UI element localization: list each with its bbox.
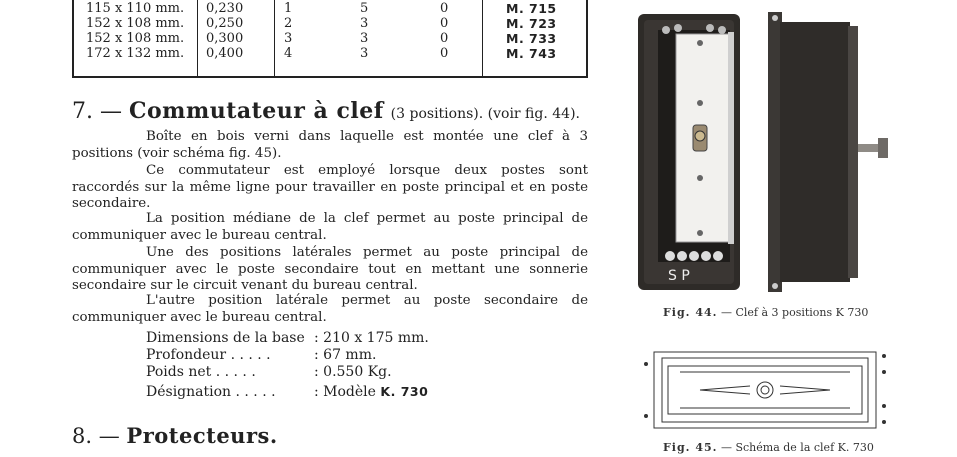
paragraph: Boîte en bois verni dans laquelle est montée une clef à 3 positions (voir schéma fig. 45). — [72, 129, 588, 161]
spec-dimensions: Dimensions de la base : 210 x 175 mm. — [146, 330, 429, 346]
section-8-heading: 8. — Protecteurs. — [72, 423, 278, 448]
table-row: 115 x 110 mm. 0,230 1 5 0 M. 715 — [86, 1, 557, 16]
svg-text:S P: S P — [668, 268, 690, 284]
table-row: 152 x 108 mm. 0,300 3 3 0 M. 733 — [86, 31, 557, 46]
specs-table — [72, 0, 588, 78]
fig-44-caption: Fig. 44. — Clef à 3 positions K 730 — [663, 306, 869, 319]
spec-designation: Désignation . . . . . : Modèle K. 730 — [146, 384, 429, 400]
spec-weight: Poids net . . . . . : 0.550 Kg. — [146, 364, 392, 380]
paragraph: La position médiane de la clef permet au poste principal de communiquer avec le bureau central. — [72, 211, 588, 243]
wiring-schematic-figure — [640, 346, 890, 434]
spec-depth: Profondeur . . . . . : 67 mm. — [146, 347, 377, 363]
table-row: 152 x 108 mm. 0,250 2 3 0 M. 723 — [86, 16, 557, 31]
table-row: 172 x 132 mm. 0,400 4 3 0 M. 743 — [86, 46, 557, 61]
fig-45-caption: Fig. 45. — Schéma de la clef K. 730 — [663, 441, 874, 454]
section-7-heading: 7. — Commutateur à clef (3 positions). (voir fig. 44). — [72, 98, 580, 124]
switch-photo-figure — [620, 8, 920, 298]
paragraph: Ce commutateur est employé lorsque deux postes sont raccordés sur la même ligne pour travailler en poste principal et en poste secondaire. — [72, 163, 588, 212]
paragraph: Une des positions latérales permet au poste principal de communiquer avec le poste secondaire tout en mettant une sonnerie secondaire sur le circuit venant du bureau central. — [72, 245, 588, 294]
paragraph: L'autre position latérale permet au poste secondaire de communiquer avec le bureau central. — [72, 293, 588, 325]
